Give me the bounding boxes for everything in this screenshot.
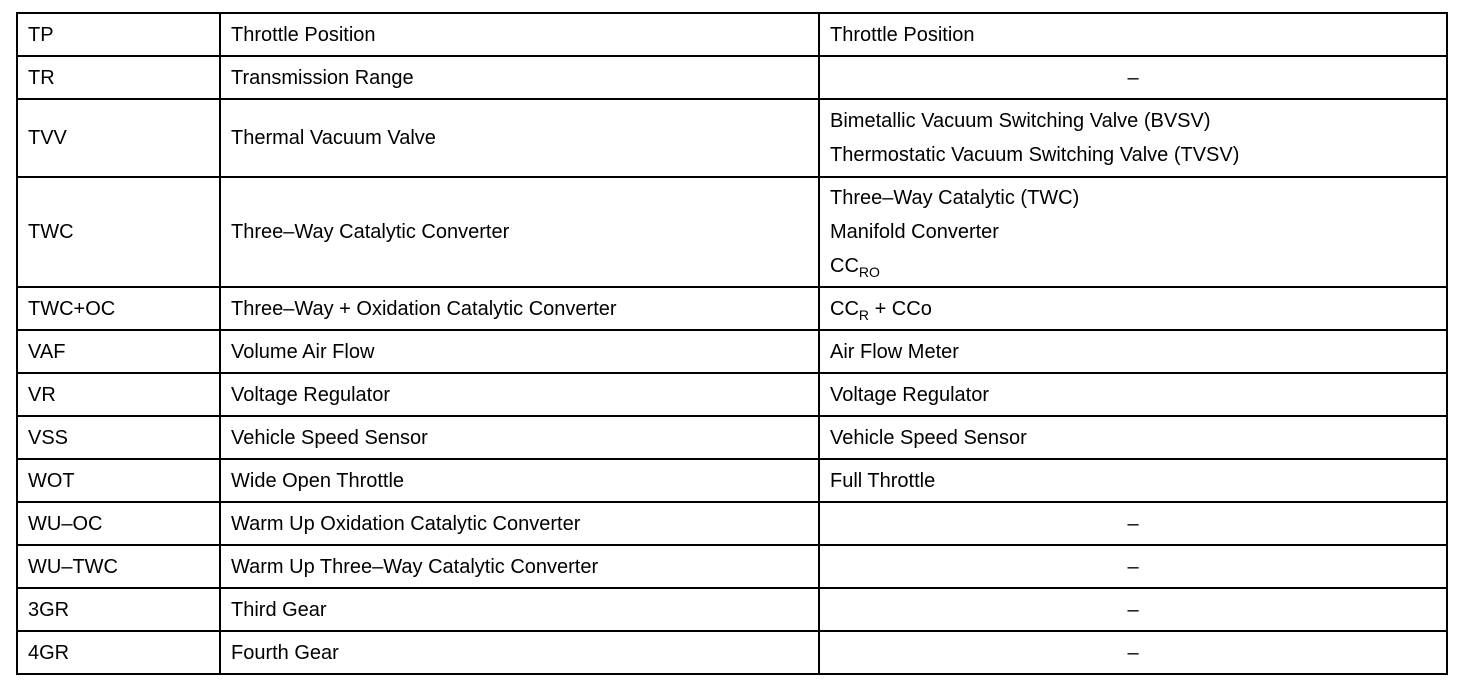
abbr-cell: TR (17, 56, 220, 99)
old-term-line: Full Throttle (830, 469, 936, 492)
old-term-line: Bimetallic Vacuum Switching Valve (BVSV) (830, 110, 1211, 132)
term-cell: Warm Up Three–Way Catalytic Converter (220, 545, 819, 588)
table-row (17, 545, 1447, 588)
old-term-line: Voltage Regulator (830, 383, 990, 406)
old-term-line: Three–Way Catalytic (TWC) (830, 187, 1080, 209)
old-term-line: – (1127, 598, 1139, 621)
old-term-subscript: R (858, 306, 870, 323)
table-row (17, 416, 1447, 459)
old-term-cell (819, 177, 1447, 287)
old-term-subscript: RO (858, 264, 880, 280)
old-term-cell (819, 13, 1447, 56)
abbr-cell: WU–OC (17, 502, 220, 545)
table-row (17, 177, 1447, 287)
old-term-base: CC (830, 255, 859, 277)
table-row (17, 99, 1447, 177)
abbr-cell: VSS (17, 416, 220, 459)
old-term-base: CC (830, 297, 859, 320)
old-term-cell (819, 373, 1447, 416)
old-term-line (830, 292, 1436, 326)
table-row (17, 13, 1447, 56)
table-row (17, 631, 1447, 674)
term-cell: Thermal Vacuum Valve (220, 99, 819, 177)
abbr-cell: TWC (17, 177, 220, 287)
old-term-line: Vehicle Speed Sensor (830, 426, 1027, 449)
old-term-line: – (1127, 555, 1139, 578)
term-cell: Three–Way + Oxidation Catalytic Converter (220, 287, 819, 330)
term-cell: Volume Air Flow (220, 330, 819, 373)
term-cell: Fourth Gear (220, 631, 819, 674)
table-row (17, 373, 1447, 416)
abbr-cell: 3GR (17, 588, 220, 631)
table-row (17, 588, 1447, 631)
abbr-cell: TWC+OC (17, 287, 220, 330)
table-row (17, 459, 1447, 502)
term-cell: Three–Way Catalytic Converter (220, 177, 819, 287)
abbr-cell: TP (17, 13, 220, 56)
old-term-rest: + CCo (869, 297, 932, 320)
old-term-line: – (1127, 641, 1139, 664)
old-term-line: Throttle Position (830, 23, 975, 46)
term-cell: Vehicle Speed Sensor (220, 416, 819, 459)
old-term-line: – (1127, 66, 1139, 89)
old-term-line (830, 249, 1436, 283)
old-term-line: Thermostatic Vacuum Switching Valve (TVSV) (830, 144, 1240, 166)
old-term-cell (819, 287, 1447, 330)
abbr-cell: WU–TWC (17, 545, 220, 588)
old-term-cell (819, 330, 1447, 373)
old-term-cell (819, 545, 1447, 588)
abbr-cell: WOT (17, 459, 220, 502)
old-term-line: – (1127, 512, 1139, 535)
term-cell: Warm Up Oxidation Catalytic Converter (220, 502, 819, 545)
old-term-cell (819, 99, 1447, 177)
abbreviation-table (16, 12, 1448, 675)
table-row (17, 56, 1447, 99)
term-cell: Transmission Range (220, 56, 819, 99)
term-cell: Voltage Regulator (220, 373, 819, 416)
term-cell: Third Gear (220, 588, 819, 631)
old-term-cell (819, 416, 1447, 459)
term-cell: Throttle Position (220, 13, 819, 56)
old-term-cell (819, 588, 1447, 631)
table-row (17, 502, 1447, 545)
abbr-cell: 4GR (17, 631, 220, 674)
table-row (17, 287, 1447, 330)
abbr-cell: VAF (17, 330, 220, 373)
old-term-line: Air Flow Meter (830, 340, 959, 363)
old-term-cell (819, 631, 1447, 674)
abbr-cell: VR (17, 373, 220, 416)
term-cell: Wide Open Throttle (220, 459, 819, 502)
table-row (17, 330, 1447, 373)
old-term-cell (819, 459, 1447, 502)
abbr-cell: TVV (17, 99, 220, 177)
old-term-cell (819, 502, 1447, 545)
old-term-cell (819, 56, 1447, 99)
old-term-line: Manifold Converter (830, 221, 999, 243)
